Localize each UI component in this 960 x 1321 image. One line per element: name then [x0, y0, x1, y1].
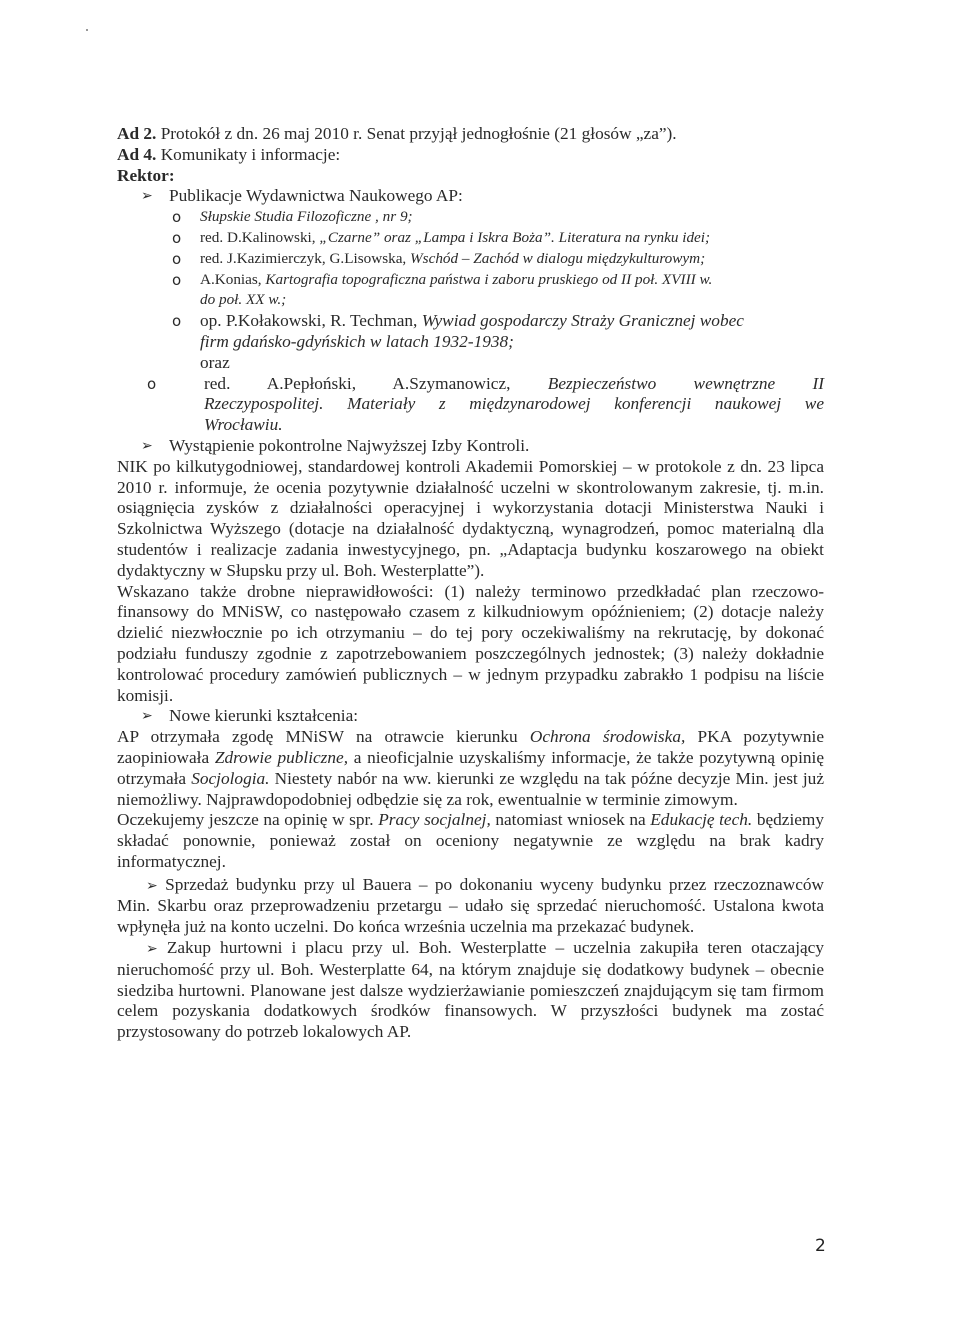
- publication-item-4: o A.Konias, Kartografia topograficzna państwa i zaboru pruskiego od II poł. XVIII w. do poł. XX w.;: [172, 270, 713, 309]
- publication-item-6: o red. A.Pepłoński, A.Szymanowicz, Bezpieczeństwo wewnętrzne II Rzeczypospolitej. Materiały z międzynarodowej konferencji naukowej we Wrocławiu.: [147, 373, 824, 435]
- publication-item-5: o op. P.Kołakowski, R. Techman, Wywiad gospodarczy Straży Granicznej wobec firm gdańsko-gdyńskich w latach 1932-1938; oraz: [172, 311, 744, 372]
- nik-paragraph-1: NIK po kilkutygodniowej, standardowej kontroli Akademii Pomorskiej – w protokole z dn. 23 lipca 2010 r. informuje, że ocenia pozytywnie działalność uczelni w skontrolowanym zakresie, tj. m.in. osiągnięcia zysków z działalności operacyjnej i wykorzystania dotacji Ministerstwa Nauki i Szkolnictwa Wyższego (dotacje na działalność dydaktyczną, wynagrodzeń, pomoc materialną dla studentów i realizacje zadania inwestycyjnego, pn. „Adaptacja budynku koszarowego na obiekt dydaktyczny w Słupsku przy ul. Boh. Westerplatte”).: [117, 456, 824, 580]
- circle-bullet-icon: o: [147, 374, 157, 393]
- arrow-bullet-icon: ➢: [146, 941, 158, 958]
- scan-speck: [86, 29, 88, 31]
- page-number: 2: [815, 1236, 826, 1256]
- document-page: [117, 124, 824, 1043]
- arrow-bullet-icon: ➢: [141, 708, 153, 725]
- circle-bullet-icon: o: [172, 249, 182, 268]
- ad2-label: Ad 2.: [117, 124, 157, 143]
- building-sale-paragraph: ➢ Sprzedaż budynku przy ul Bauera – po dokonaniu wyceny budynku przez rzeczoznawców Min. Skarbu oraz przeprowadzeniu przetargu – udało się sprzedać nieruchomość. Ustalona kwota wpłynęła już na konto uczelni. Do końca września uczelnia ma przekazać budynek.: [117, 874, 824, 937]
- new-courses-paragraph-2: Oczekujemy jeszcze na opinię w spr. Pracy socjalnej, natomiast wniosek na Edukację tech. będziemy składać ponownie, ponieważ został on oceniony negatywnie ze względu na brak kadry informatycznej.: [117, 810, 824, 871]
- ad4-text: Komunikaty i informacje:: [156, 144, 341, 164]
- circle-bullet-icon: o: [172, 228, 182, 247]
- publication-item-3: o red. J.Kazimierczyk, G.Lisowska, Wschód – Zachód w dialogu międzykulturowym;: [172, 249, 706, 268]
- ad2-line: [117, 124, 824, 145]
- new-courses-heading: ➢ Nowe kierunki kształcenia:: [141, 706, 359, 726]
- arrow-bullet-icon: ➢: [146, 877, 158, 894]
- circle-bullet-icon: o: [172, 208, 182, 227]
- new-courses-paragraph-1: AP otrzymała zgodę MNiSW na otrawcie kierunku Ochrona środowiska, PKA pozytywnie zaopiniowała Zdrowie publiczne, a nieoficjalnie uzyskaliśmy informacje, że także pozytywną opinię otrzymała Socjologia. Niestety nabór na ww. kierunki ze względu na tak późne decyzje Min. jest już niemożliwy. Najprawdopodobniej odbędzie się za rok, ewentualnie w terminie zimowym.: [117, 727, 824, 809]
- circle-bullet-icon: o: [172, 270, 182, 289]
- nik-paragraph-2: Wskazano także drobne nieprawidłowości: (1) należy terminowo przedkładać plan rzeczowo-finansowy do MNiSW, co następowało czasem z kilkudniowym opóźnieniem; (2) dotacje należy dzielić niezwłocznie po ich otrzymaniu – do tej pory oczekiwaliśmy na rekrutację, by dokonać podziału funduszy zgodnie z zapotrzebowaniem poszczególnych jednostek; (3) należy dokładnie kontrolować procedury zamówień publicznych – w jednym przypadku zabrakło 1 podpisu na liście komisji.: [117, 581, 824, 705]
- publication-item-1: o Słupskie Studia Filozoficzne , nr 9;: [172, 208, 413, 227]
- warehouse-purchase-paragraph: ➢ Zakup hurtowni i placu przy ul. Boh. Westerplatte – uczelnia zakupiła teren otaczający nieruchomość przy ul. Boh. Westerplatte 64, na którym znajduje się dodatkowy budynek – obecnie siedziba hurtowni. Planowane jest dalsze wydzierżawianie pomieszczeń znajdującym się tam firmom celem pozyskania dodatkowych środków finansowych. W przyszłości budynek ma zostać przystosowany do potrzeb lokalowych AP.: [117, 938, 824, 1042]
- ad2-text: Protokół z dn. 26 maj 2010 r. Senat przyjął jednogłośnie (21 głosów „za”).: [156, 124, 677, 143]
- rektor-heading: Rektor:: [117, 165, 175, 185]
- publication-item-2: o red. D.Kalinowski, „Czarne” oraz „Lampa i Iskra Boża”. Literatura na rynku idei;: [172, 228, 711, 247]
- ad4-line: [117, 145, 824, 166]
- circle-bullet-icon: o: [172, 312, 182, 331]
- arrow-bullet-icon: ➢: [141, 188, 153, 205]
- publications-heading: ➢ Publikacje Wydawnictwa Naukowego AP:: [141, 186, 463, 206]
- nik-heading: ➢ Wystąpienie pokontrolne Najwyższej Izby Kontroli.: [141, 435, 530, 455]
- arrow-bullet-icon: ➢: [141, 437, 153, 454]
- ad4-label: Ad 4.: [117, 144, 157, 164]
